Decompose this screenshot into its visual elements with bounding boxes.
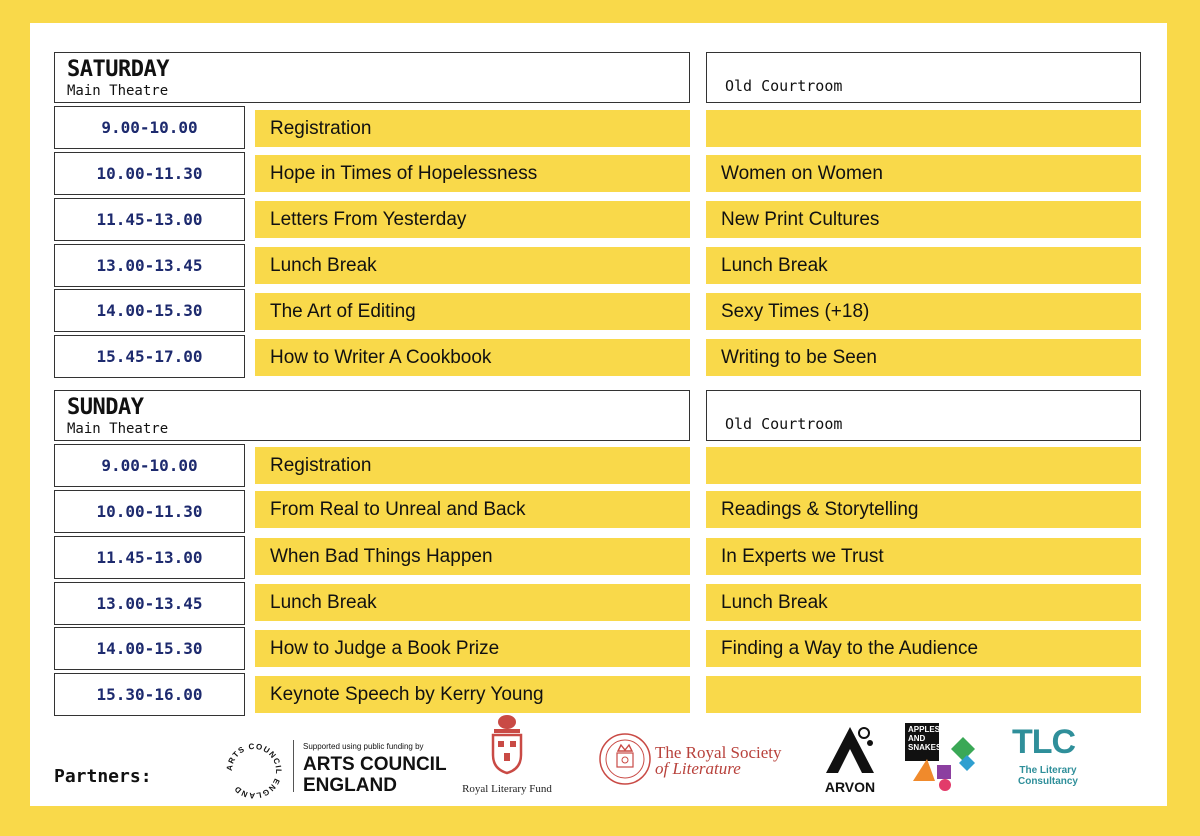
- session-alt: [706, 110, 1141, 147]
- arts-council-name-line2: ENGLAND: [303, 775, 397, 796]
- day-title: SATURDAY: [67, 57, 169, 82]
- session-alt: [706, 447, 1141, 484]
- session-main: From Real to Unreal and Back: [255, 491, 690, 528]
- session-alt: Readings & Storytelling: [706, 491, 1141, 528]
- venue-old-courtroom: Old Courtroom: [725, 77, 843, 95]
- rsl-seal-icon: [597, 731, 653, 787]
- saturday-main-header: [54, 52, 690, 103]
- apples-and-snakes-line3: SNAKES: [908, 743, 942, 752]
- time-slot: 9.00-10.00: [54, 444, 245, 487]
- session-main: Registration: [255, 110, 690, 147]
- rsl-name: [655, 745, 782, 777]
- sunday-main-header: [54, 390, 690, 441]
- schedule-card: [30, 23, 1167, 806]
- arvon-mark-icon: [820, 723, 880, 777]
- session-alt: Writing to be Seen: [706, 339, 1141, 376]
- rlf-crest-icon: [487, 713, 527, 775]
- session-alt: Lunch Break: [706, 247, 1141, 284]
- session-main: Lunch Break: [255, 247, 690, 284]
- time-slot: 15.30-16.00: [54, 673, 245, 716]
- arts-council-supported-text: Supported using public funding by: [303, 742, 424, 751]
- apples-and-snakes-line1: APPLES: [908, 725, 941, 734]
- tlc-name: [1012, 765, 1084, 787]
- apples-and-snakes-logo: [905, 723, 985, 793]
- tlc-abbr: TLC: [1012, 723, 1076, 761]
- time-slot: 11.45-13.00: [54, 198, 245, 241]
- session-alt: [706, 676, 1141, 713]
- session-alt: Lunch Break: [706, 584, 1141, 621]
- session-alt: New Print Cultures: [706, 201, 1141, 238]
- sunday-alt-header: [706, 390, 1141, 441]
- arvon-name: ARVON: [824, 779, 876, 795]
- time-slot: 9.00-10.00: [54, 106, 245, 149]
- svg-text:ARTS COUNCIL ENGLAND: [225, 742, 283, 800]
- rsl-name-line1: The Royal Society: [655, 743, 782, 762]
- tlc-logo: [1012, 723, 1084, 793]
- session-main: Registration: [255, 447, 690, 484]
- royal-society-literature-logo: [597, 731, 807, 801]
- arts-council-divider: [293, 740, 294, 792]
- time-slot: 13.00-13.45: [54, 244, 245, 287]
- arvon-logo: [820, 723, 880, 798]
- arts-council-ring-text: ARTS COUNCIL ENGLAND: [224, 741, 284, 801]
- arts-council-name: [303, 754, 447, 796]
- time-slot: 15.45-17.00: [54, 335, 245, 378]
- arts-council-name-line1: ARTS COUNCIL: [303, 754, 447, 775]
- session-alt: Women on Women: [706, 155, 1141, 192]
- session-main: How to Judge a Book Prize: [255, 630, 690, 667]
- session-alt: Finding a Way to the Audience: [706, 630, 1141, 667]
- partners-label: Partners:: [54, 766, 152, 787]
- arts-council-logo: [223, 740, 448, 804]
- apples-and-snakes-line2: AND: [908, 734, 926, 743]
- arts-council-ring-icon: [223, 740, 285, 802]
- session-main: Keynote Speech by Kerry Young: [255, 676, 690, 713]
- tlc-name-line1: The Literary: [1019, 765, 1077, 776]
- rlf-name: Royal Literary Fund: [462, 783, 552, 795]
- royal-literary-fund-logo: [457, 713, 557, 803]
- saturday-alt-header: [706, 52, 1141, 103]
- time-slot: 14.00-15.30: [54, 627, 245, 670]
- time-slot: 10.00-11.30: [54, 490, 245, 533]
- venue-old-courtroom: Old Courtroom: [725, 415, 843, 433]
- session-main: How to Writer A Cookbook: [255, 339, 690, 376]
- session-main: The Art of Editing: [255, 293, 690, 330]
- time-slot: 13.00-13.45: [54, 582, 245, 625]
- time-slot: 14.00-15.30: [54, 289, 245, 332]
- apples-and-snakes-shapes-icon: [905, 723, 985, 793]
- session-alt: Sexy Times (+18): [706, 293, 1141, 330]
- time-slot: 11.45-13.00: [54, 536, 245, 579]
- session-main: Hope in Times of Hopelessness: [255, 155, 690, 192]
- session-main: When Bad Things Happen: [255, 538, 690, 575]
- rsl-name-line2: of Literature: [655, 759, 741, 778]
- venue-main-theatre: Main Theatre: [67, 83, 169, 99]
- time-slot: 10.00-11.30: [54, 152, 245, 195]
- session-main: Letters From Yesterday: [255, 201, 690, 238]
- venue-main-theatre: Main Theatre: [67, 421, 169, 437]
- tlc-name-line2: Consultancy: [1017, 776, 1078, 787]
- session-alt: In Experts we Trust: [706, 538, 1141, 575]
- day-title: SUNDAY: [67, 395, 144, 420]
- session-main: Lunch Break: [255, 584, 690, 621]
